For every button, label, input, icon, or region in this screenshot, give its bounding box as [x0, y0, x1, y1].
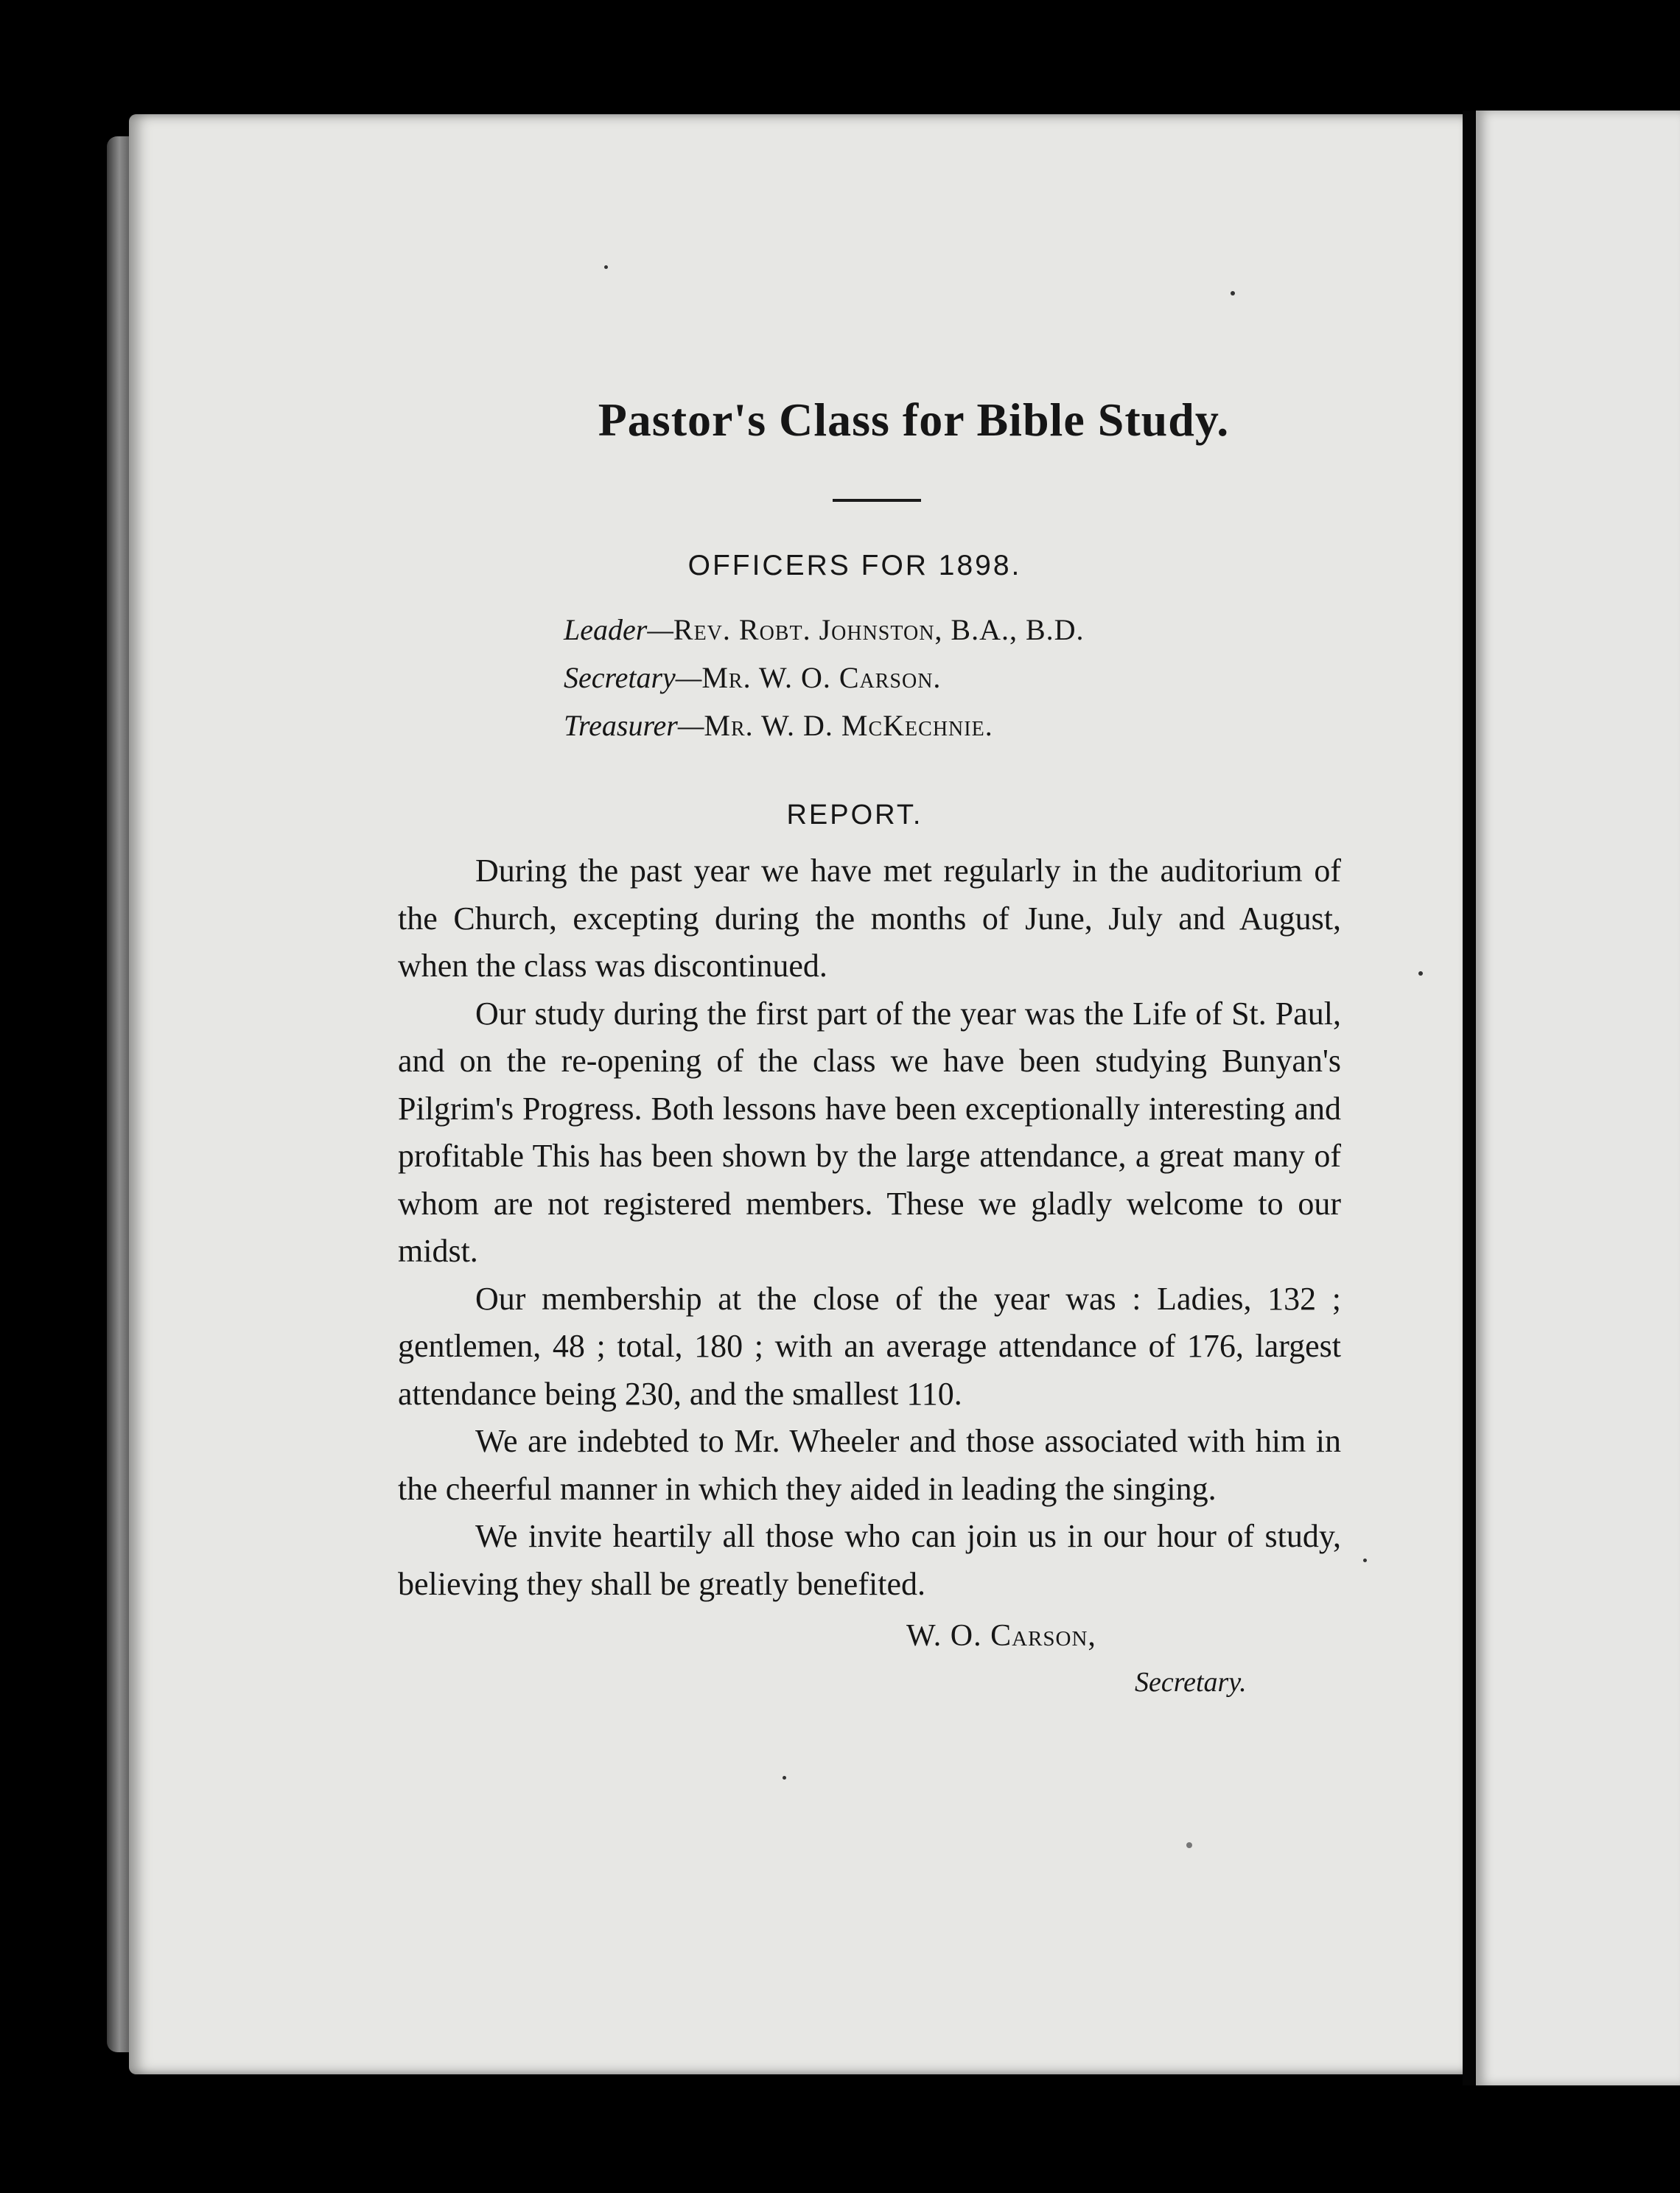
officer-secretary: [564, 656, 1374, 700]
ink-speck: [1363, 1559, 1367, 1562]
officer-name: Mr. W. O. Carson.: [701, 661, 942, 694]
report-heading: REPORT.: [786, 800, 923, 830]
report-paragraph: During the past year we have met regularly in the auditorium of the Church, excepting during the months of June, July and August, when the class was discontinued.: [398, 853, 1341, 984]
officer-role: Treasurer—: [564, 709, 704, 742]
officer-role: Leader—: [564, 613, 673, 646]
officer-leader: [564, 608, 1374, 652]
report-paragraph: Our membership at the close of the year was : Ladies, 132 ; gentlemen, 48 ; total, 180 ; with an average attendance of 176, largest attendance being 230, and the smallest 110.: [398, 1280, 1341, 1412]
ink-speck: [1231, 291, 1235, 295]
officer-name: Mr. W. D. McKechnie.: [704, 709, 993, 742]
signature-title: Secretary.: [1135, 1667, 1247, 1698]
officer-name: Rev. Robt. Johnston, B.A., B.D.: [673, 613, 1085, 646]
report-paragraph: Our study during the first part of the year was the Life of St. Paul, and on the re-opening of the class we have been studying Bunyan's Pilgrim's Progress. Both lessons have been exceptionally interesting and profitable This has been shown by the large attendance, a great many of whom are not registered members. These we gladly welcome to our midst.: [398, 995, 1341, 1269]
page-title: Pastor's Class for Bible Study.: [598, 394, 1230, 446]
officer-role: Secretary—: [564, 661, 702, 694]
officer-treasurer: [564, 704, 1374, 748]
book-gutter: [1463, 111, 1476, 2085]
page-right: [1476, 111, 1680, 2085]
signature-name: W. O. Carson,: [906, 1619, 1096, 1653]
report-body: [398, 847, 1341, 1608]
officers-heading: OFFICERS FOR 1898.: [687, 550, 1022, 581]
ink-speck: [1418, 971, 1423, 976]
report-paragraph: We invite heartily all those who can join us in our hour of study, believing they shall be greatly benefited.: [398, 1518, 1341, 1602]
ink-speck: [1186, 1842, 1192, 1848]
ink-speck: [783, 1776, 786, 1780]
report-paragraph: We are indebted to Mr. Wheeler and those associated with him in the cheerful manner in which they aided in leading the singing.: [398, 1423, 1341, 1507]
signature: [906, 1614, 1096, 1658]
ink-speck: [604, 265, 608, 269]
title-rule: [833, 499, 921, 502]
